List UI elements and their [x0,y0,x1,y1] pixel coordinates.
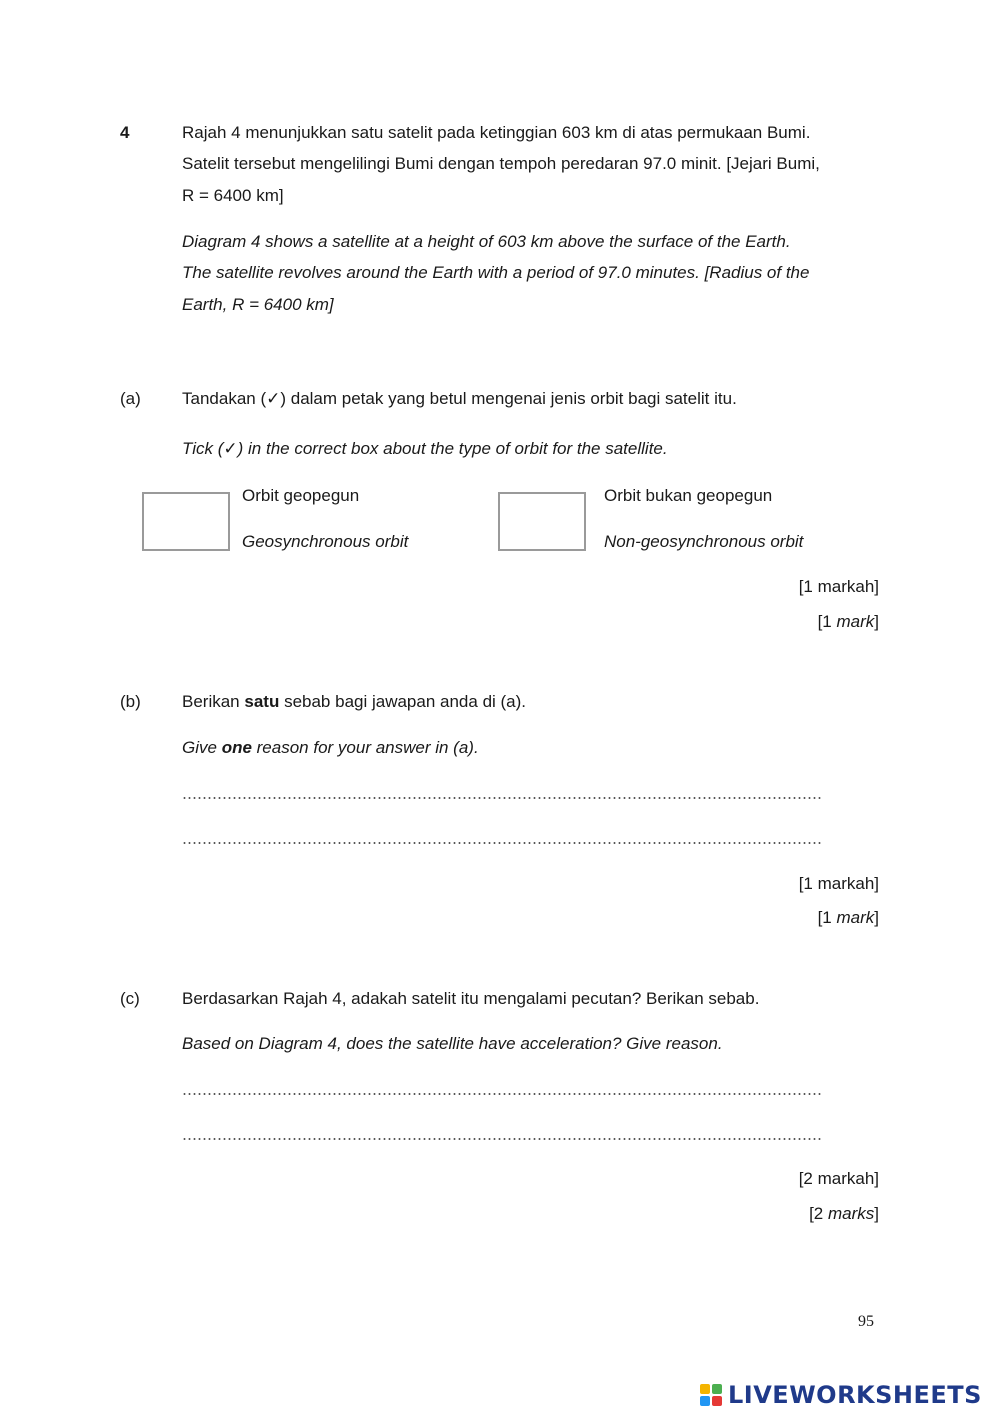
logo-square-4 [712,1396,722,1406]
liveworksheets-brand-text: LIVEWORKSHEETS [728,1381,982,1409]
part-a-text-ms: Tandakan (✓) dalam petak yang betul mengenai jenis orbit bagi satelit itu. [182,389,737,408]
question-number: 4 [120,123,130,142]
option-2-ms: Orbit bukan geopegun [604,486,773,505]
stem-en-line-2: The satellite revolves around the Earth with a period of 97.0 minutes. [Radius of the [182,263,810,282]
option-2-en: Non-geosynchronous orbit [604,532,804,551]
stem-en-line-1: Diagram 4 shows a satellite at a height of 603 km above the surface of the Earth. [182,232,791,251]
part-a-marks-ms: [1 markah] [798,577,879,596]
part-b-marks-ms: [1 markah] [798,874,879,893]
part-c-answer-line-2[interactable] [182,1138,822,1140]
liveworksheets-logo [700,1378,982,1412]
part-c-text-ms: Berdasarkan Rajah 4, adakah satelit itu mengalami pecutan? Berikan sebab. [182,989,760,1008]
option-1-ms: Orbit geopegun [242,486,360,505]
stem-ms-line-3: R = 6400 km] [182,186,284,205]
part-b-text-en: Give one reason for your answer in (a). [182,738,479,757]
part-b-marks-en: [1 mark] [817,908,879,927]
part-b-text-ms: Berikan satu sebab bagi jawapan anda di (a). [182,692,527,711]
non-geosynchronous-checkbox[interactable] [498,492,586,551]
page-number: 95 [858,1313,874,1330]
part-c-marks-en: [2 marks] [809,1204,879,1223]
part-b-label: (b) [120,692,141,711]
stem-ms-line-1: Rajah 4 menunjukkan satu satelit pada ketinggian 603 km di atas permukaan Bumi. [182,123,811,142]
part-a-label: (a) [120,389,141,408]
option-1-en: Geosynchronous orbit [242,532,409,551]
part-b-answer-line-1[interactable] [182,797,822,799]
part-c-label: (c) [120,989,140,1008]
logo-square-2 [712,1384,722,1394]
part-c-text-en: Based on Diagram 4, does the satellite have acceleration? Give reason. [182,1034,723,1053]
liveworksheets-logo-icon [700,1384,722,1406]
part-c-marks-ms: [2 markah] [798,1169,879,1188]
part-a-text-en: Tick (✓) in the correct box about the type of orbit for the satellite. [182,439,668,458]
logo-square-1 [700,1384,710,1394]
geosynchronous-checkbox[interactable] [142,492,230,551]
stem-ms-line-2: Satelit tersebut mengelilingi Bumi dengan tempoh peredaran 97.0 minit. [Jejari Bumi, [182,154,820,173]
part-a-marks-en: [1 mark] [817,612,879,631]
stem-en-line-3: Earth, R = 6400 km] [182,295,334,314]
part-c-answer-line-1[interactable] [182,1093,822,1095]
logo-square-3 [700,1396,710,1406]
part-b-answer-line-2[interactable] [182,842,822,844]
